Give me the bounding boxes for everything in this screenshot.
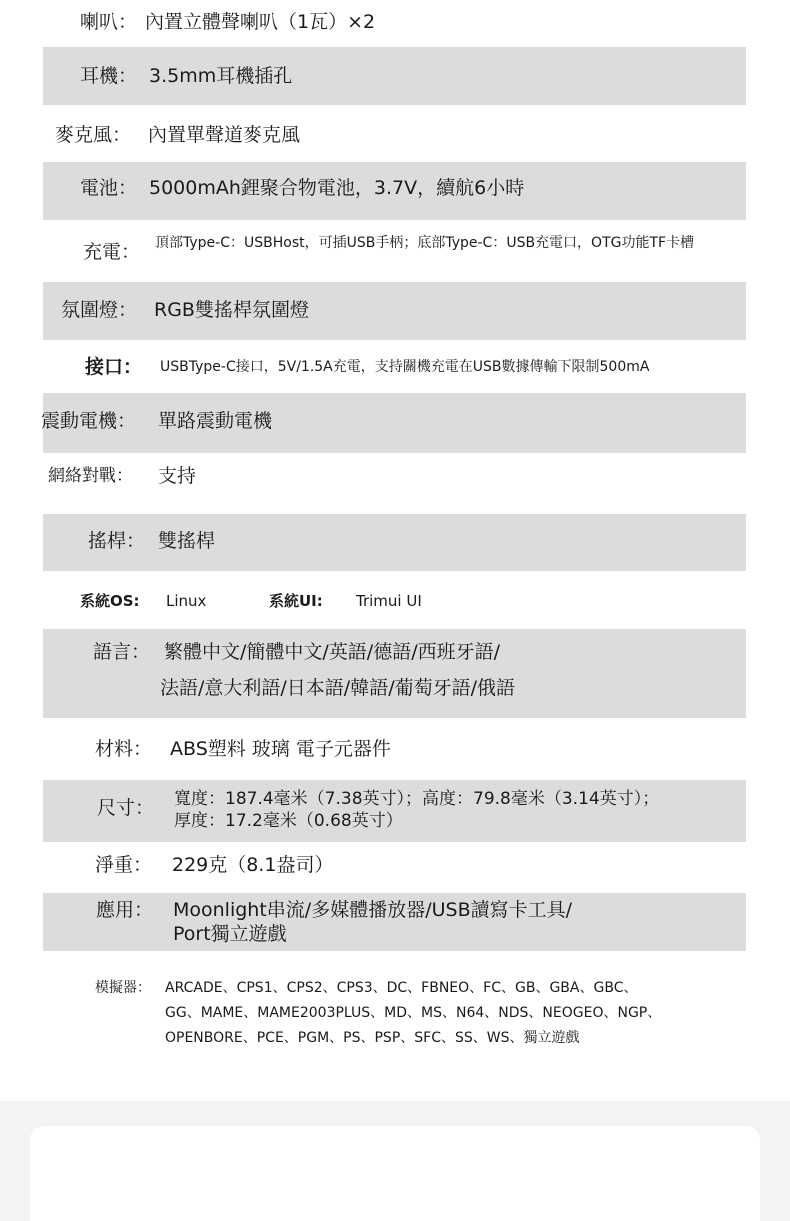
language-line2: 法語/意大利語/日本語/韓語/葡萄牙語/俄語 xyxy=(160,677,516,699)
spec-row-charging xyxy=(43,225,746,280)
spec-row-ambient xyxy=(43,282,746,340)
emulators-line3: OPENBORE、PCE、PGM、PS、PSP、SFC、SS、WS、獨立遊戲 xyxy=(165,1030,580,1046)
os-value: Linux xyxy=(166,592,207,610)
spec-row-netplay xyxy=(43,455,746,510)
spec-row-vibration xyxy=(43,393,746,453)
spec-row-battery xyxy=(43,162,746,220)
earphone-value: 3.5mm耳機插孔 xyxy=(149,65,293,87)
charging-label: 充電： xyxy=(83,241,141,263)
charging-value: 頂部Type-C：USBHost，可插USB手柄；底部Type-C：USB充電口，OTG功能TF卡槽 xyxy=(155,235,695,251)
ui-value: Trimui UI xyxy=(356,592,422,610)
size-line2: 厚度：17.2毫米（0.68英寸） xyxy=(174,811,403,831)
language-line1: 繁體中文/簡體中文/英語/德語/西班牙語/ xyxy=(164,641,501,663)
mic-label: 麥克風： xyxy=(55,124,132,146)
emulators-line2: GG、MAME、MAME2003PLUS、MD、MS、N64、NDS、NEOGEO、NGP、 xyxy=(165,1005,662,1021)
language-label: 語言： xyxy=(93,641,151,663)
battery-label: 電池： xyxy=(80,177,138,199)
speaker-label: 喇叭： xyxy=(80,11,138,33)
os-label: 系統OS: xyxy=(80,592,140,610)
vibration-label: 震動電機： xyxy=(41,410,137,432)
spec-row-material xyxy=(43,725,746,777)
spec-row-language xyxy=(43,629,746,718)
size-line1: 寬度：187.4毫米（7.38英寸）；高度：79.8毫米（3.14英寸）； xyxy=(174,789,660,809)
spec-row-port xyxy=(43,345,746,393)
spec-row-apps xyxy=(43,893,746,951)
spec-row-weight xyxy=(43,845,746,893)
spec-row-joystick xyxy=(43,514,746,571)
spec-row-earphone xyxy=(43,47,746,105)
ui-label: 系統UI: xyxy=(269,592,323,610)
speaker-value: 內置立體聲喇叭（1瓦）×2 xyxy=(145,11,376,33)
apps-label: 應用： xyxy=(96,899,154,921)
apps-line2: Port獨立遊戲 xyxy=(173,923,287,945)
emulators-line1: ARCADE、CPS1、CPS2、CPS3、DC、FBNEO、FC、GB、GBA、GBC、 xyxy=(165,980,638,996)
port-label: 接口： xyxy=(85,356,143,378)
spec-row-emulators xyxy=(43,968,746,1068)
vibration-value: 單路震動電機 xyxy=(158,410,273,432)
spec-row-speaker xyxy=(43,0,746,44)
emulators-label: 模擬器： xyxy=(95,980,151,996)
mic-value: 內置單聲道麥克風 xyxy=(148,124,301,146)
netplay-label: 網絡對戰： xyxy=(48,466,133,486)
size-label: 尺寸： xyxy=(97,797,155,819)
earphone-label: 耳機： xyxy=(80,65,138,87)
battery-value: 5000mAh鋰聚合物電池，3.7V，續航6小時 xyxy=(149,177,525,199)
weight-value: 229克（8.1盎司） xyxy=(172,854,334,876)
ambient-value: RGB雙搖桿氛圍燈 xyxy=(154,299,309,321)
spec-row-os xyxy=(43,578,746,626)
spec-row-size xyxy=(43,780,746,842)
port-value: USBType-C接口，5V/1.5A充電，支持關機充電在USB數據傳輸下限制500mA xyxy=(160,359,650,375)
weight-label: 淨重： xyxy=(95,854,153,876)
joystick-value: 雙搖桿 xyxy=(158,530,216,552)
netplay-value: 支持 xyxy=(158,465,197,487)
footer-card xyxy=(30,1126,760,1221)
spec-row-mic xyxy=(43,112,746,162)
joystick-label: 搖桿： xyxy=(88,530,146,552)
material-label: 材料： xyxy=(95,738,153,760)
material-value: ABS塑料 玻璃 電子元器件 xyxy=(170,738,391,760)
ambient-label: 氛圍燈： xyxy=(61,299,138,321)
apps-line1: Moonlight串流/多媒體播放器/USB讀寫卡工具/ xyxy=(173,899,573,921)
